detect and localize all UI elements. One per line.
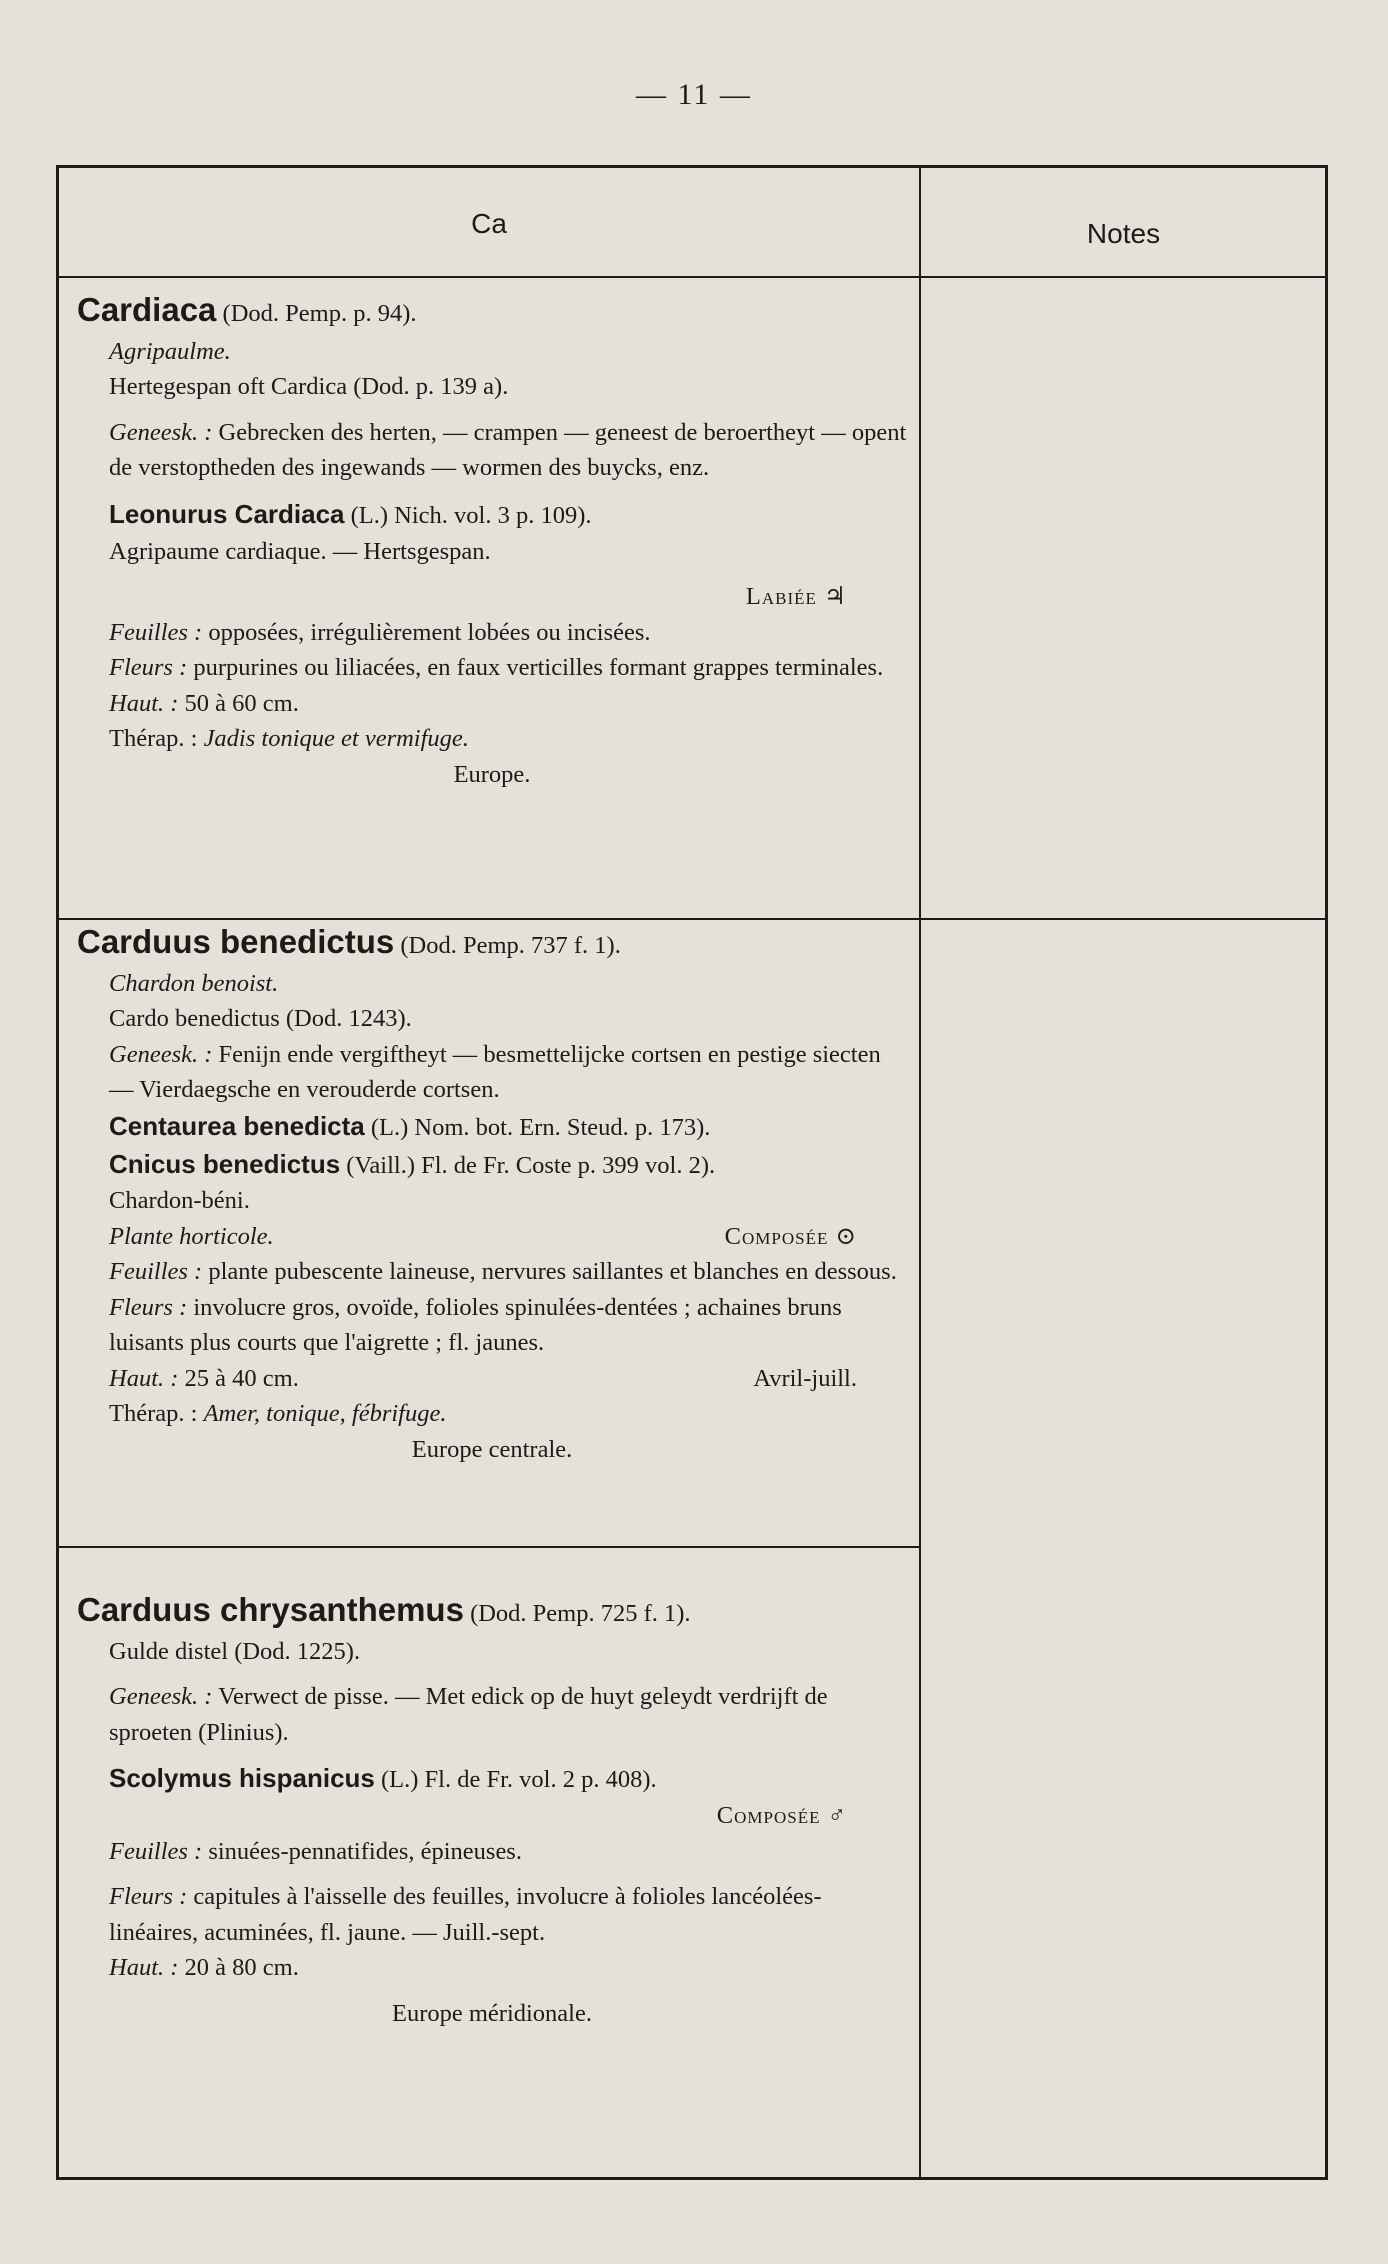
haut-label: Haut. : [109,689,179,717]
feuilles-text: plante pubescente laineuse, nervures saillantes et blanches en dessous. [208,1258,897,1286]
entry-name: Cardiaca [77,291,217,328]
therap-text: Jadis tonique et vermifuge. [203,725,469,753]
haut-label: Haut. : [109,1364,179,1392]
synonym-reference: (L.) Nom. bot. Ern. Steud. p. 173). [370,1113,711,1141]
haut-label: Haut. : [109,1954,179,1982]
entry-carduus-chrysanthemus [77,1586,907,2031]
synonym-reference: (Vaill.) Fl. de Fr. Coste p. 399 vol. 2). [346,1151,716,1179]
synonym-name: Scolymus hispanicus [109,1763,375,1794]
geneesk-text: Verwect de pisse. — Met edick op de huyt geleydt verdrijft de sproeten (Plinius). [109,1683,828,1746]
entry-reference: (Dod. Pemp. 737 f. 1). [400,932,621,959]
entry-rule [59,1546,919,1548]
feuilles-label: Feuilles : [109,1258,203,1286]
entry-reference: (Dod. Pemp. p. 94). [222,300,417,327]
feuilles-label: Feuilles : [109,1837,203,1865]
region: Europe centrale. [411,1435,573,1463]
region: Europe. [453,760,531,788]
geneesk-text: Fenijn ende vergiftheyt — besmettelijcke cortsen en pestige siecten — Vierdaegsche en verouderde cortsen. [109,1040,881,1104]
flowering-period: Avril-juill. [753,1364,857,1392]
haut-text: 20 à 80 cm. [184,1954,299,1982]
page-number: — 11 — [636,78,752,111]
entry-line: Hertegespan oft Cardica (Dod. p. 139 a). [109,373,509,401]
entry-line: Cardo benedictus (Dod. 1243). [109,1005,412,1033]
geneesk-text: Gebrecken des herten, — crampen — geneest de beroertheyt — opent de verstoptheden des ingewands — wormen des buycks, enz. [109,418,907,482]
feuilles-text: opposées, irrégulièrement lobées ou incisées. [208,618,651,646]
therap-label: Thérap. : [109,725,198,753]
synonym-reference: (L.) Nich. vol. 3 p. 109). [350,501,592,529]
geneesk-label: Geneesk. : [109,418,213,446]
fleurs-label: Fleurs : [109,1293,188,1321]
entry-line: Gulde distel (Dod. 1225). [109,1637,361,1665]
synonym-name: Centaurea benedicta [109,1110,365,1141]
entry-line: Agripaulme. [109,337,231,365]
feuilles-text: sinuées-pennatifides, épineuses. [208,1837,522,1865]
therap-label: Thérap. : [109,1400,198,1428]
fleurs-text: purpurines ou liliacées, en faux verticilles formant grappes terminales. [193,654,884,682]
fleurs-label: Fleurs : [109,654,188,682]
geneesk-label: Geneesk. : [109,1683,213,1711]
plant-note: Plante horticole. [109,1222,274,1250]
synonym-name: Leonurus Cardiaca [109,498,345,529]
region: Europe méridionale. [391,1999,592,2027]
header-rule [59,276,1325,278]
synonym-reference: (L.) Fl. de Fr. vol. 2 p. 408). [381,1766,657,1794]
entry-line: Chardon benoist. [109,969,279,997]
column-divider [919,168,921,2177]
entry-carduus-benedictus [77,918,907,1467]
fleurs-label: Fleurs : [109,1883,188,1911]
plant-family: Composée ⊙ [724,1222,857,1250]
geneesk-label: Geneesk. : [109,1040,213,1068]
fleurs-text: capitules à l'aisselle des feuilles, involucre à folioles lancéolées-linéaires, acuminées, fl. jaune. — Juill.-sept. [109,1883,822,1946]
synonym-name: Cnicus benedictus [109,1148,341,1179]
header-ca: Ca [471,208,507,239]
header-notes: Notes [1086,218,1161,249]
therap-text: Amer, tonique, fébrifuge. [203,1400,447,1428]
entry-name: Carduus chrysanthemus [77,1591,464,1628]
entry-name: Carduus benedictus [77,923,395,960]
fleurs-text: involucre gros, ovoïde, folioles spinulées-dentées ; achaines bruns luisants plus courts que l'aigrette ; fl. jaunes. [109,1293,842,1357]
common-names: Chardon-béni. [109,1187,250,1215]
common-names: Agripaume cardiaque. — Hertsgespan. [109,537,491,565]
entry-cardiaca [77,286,907,792]
haut-text: 50 à 60 cm. [184,689,299,717]
plant-family: Labiée ♃ [745,583,847,611]
haut-text: 25 à 40 cm. [184,1364,299,1392]
entry-reference: (Dod. Pemp. 725 f. 1). [470,1600,691,1627]
plant-family: Composée ♂ [716,1802,847,1830]
ledger-table [56,165,1328,2180]
feuilles-label: Feuilles : [109,618,203,646]
